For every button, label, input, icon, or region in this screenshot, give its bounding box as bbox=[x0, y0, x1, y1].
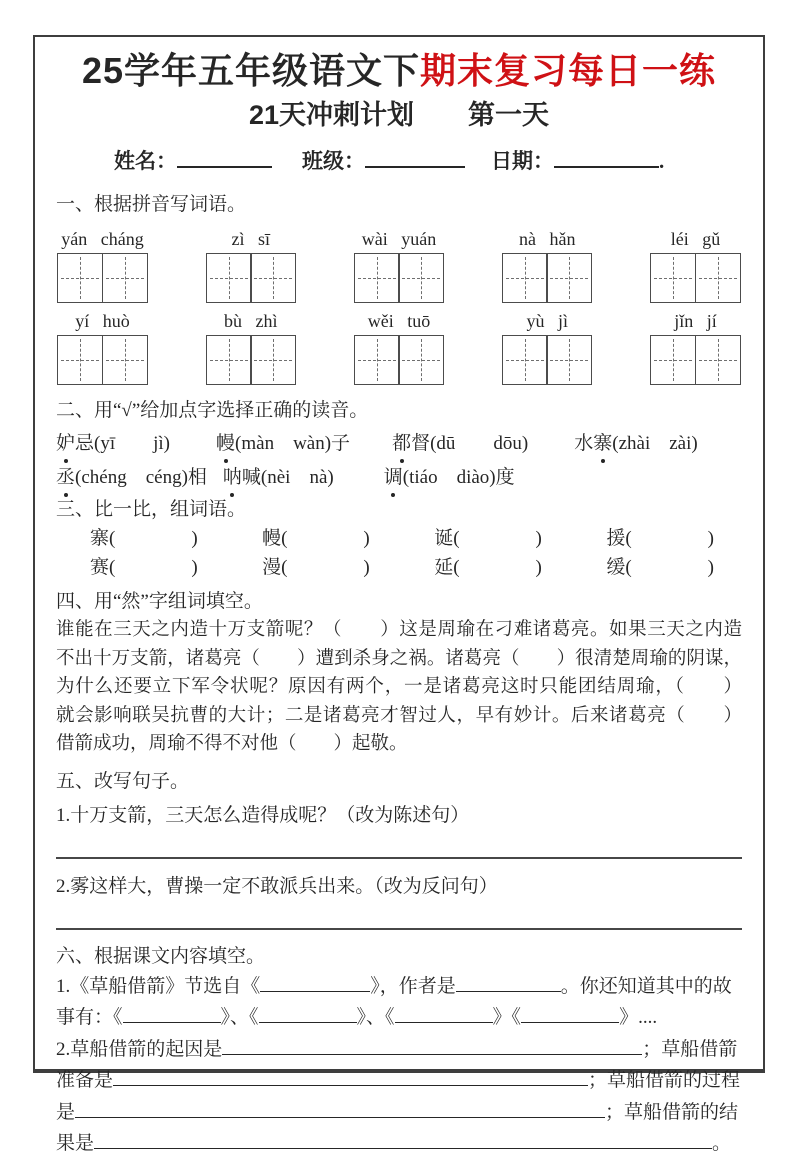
writing-cell bbox=[398, 253, 444, 303]
writing-grid bbox=[57, 253, 147, 303]
writing-grid bbox=[354, 253, 444, 303]
section-3-heading: 三、比一比，组词语。 bbox=[56, 499, 247, 521]
pinyin-label: wěi tuō bbox=[367, 311, 431, 332]
cloze-line-5: 是 ；草船借箭的结 bbox=[56, 1098, 742, 1129]
fill-paragraph-line: 谁能在三天之内造十万支箭呢？（ ）这是周瑜在刁难诸葛亮。如果三天之内造 bbox=[56, 620, 742, 641]
pinyin-word-column bbox=[649, 228, 742, 303]
word-compare-item: 赛( ) bbox=[90, 557, 198, 579]
writing-cell bbox=[398, 335, 444, 385]
writing-grid bbox=[206, 335, 296, 385]
writing-grid bbox=[502, 335, 592, 385]
pinyin-label: léi gǔ bbox=[670, 229, 721, 250]
subtitle: 21天冲刺计划 第一天 bbox=[248, 100, 550, 130]
rewrite-item-1: 1.十万支箭，三天怎么造得成呢？（改为陈述句） bbox=[56, 804, 470, 826]
pinyin-label: yán cháng bbox=[61, 229, 144, 250]
cloze-line-1: 1.《草船借箭》节选自《 》，作者是 。你还知道其中的故 bbox=[56, 972, 742, 1003]
section-3 bbox=[56, 496, 742, 582]
word-compare-item: 缓( ) bbox=[606, 557, 714, 579]
word-compare-item: 延( ) bbox=[434, 557, 542, 579]
fill-paragraph-line: 就会影响联吴抗曹的大计；二是诸葛亮才智过人，早有妙计。后来诸葛亮（ ） bbox=[56, 705, 742, 726]
reading-choice-line-2: 丞(chéng céng)相 呐喊(nèi nà) 调(tiáo diào)度 bbox=[56, 462, 742, 493]
cloze-line-4: 准备是 ；草船借箭的过程 bbox=[56, 1066, 742, 1097]
cloze-line-6: 果是 。 bbox=[56, 1129, 742, 1160]
pinyin-word-column bbox=[649, 310, 742, 385]
writing-cell bbox=[102, 253, 148, 303]
fill-paragraph-line: 借箭成功，周瑜不得不对他（ ）起敬。 bbox=[56, 734, 408, 755]
pinyin-word-column bbox=[501, 310, 594, 385]
writing-grid bbox=[650, 253, 740, 303]
pinyin-label: wài yuán bbox=[361, 229, 437, 250]
writing-cell bbox=[546, 335, 592, 385]
section-2-heading: 二、用“√”给加点字选择正确的读音。 bbox=[56, 400, 369, 422]
writing-cell bbox=[695, 253, 741, 303]
writing-cell bbox=[354, 253, 400, 303]
writing-cell bbox=[57, 253, 103, 303]
word-compare-item: 漫( ) bbox=[262, 557, 370, 579]
writing-cell bbox=[250, 335, 296, 385]
section-4-heading: 四、用“然”字组词填空。 bbox=[56, 591, 263, 613]
writing-cell bbox=[206, 335, 252, 385]
title-highlight: 期末复习每日一练 bbox=[420, 50, 717, 91]
fill-paragraph-line: 不出十万支箭，诸葛亮（ ）遭到杀身之祸。诸葛亮（ ）很清楚周瑜的阴谋， bbox=[56, 648, 742, 669]
pinyin-word-column bbox=[204, 228, 297, 303]
pinyin-label: nà hǎn bbox=[519, 229, 576, 250]
pinyin-grid-row-2 bbox=[56, 310, 742, 385]
cloze-line-3: 2.草船借箭的起因是 ；草船借箭 bbox=[56, 1035, 742, 1066]
reading-choice-line-1: 妒忌(yī jì) 幔(màn wàn)子 都督(dū dōu) 水寨(zhài zài) bbox=[56, 428, 742, 459]
writing-cell bbox=[546, 253, 592, 303]
pinyin-label: yí huò bbox=[75, 311, 130, 332]
pinyin-label: jǐn jí bbox=[674, 311, 717, 332]
answer-line-1 bbox=[56, 857, 742, 859]
word-compare-row-2 bbox=[56, 554, 742, 582]
pinyin-label: zì sī bbox=[231, 229, 270, 250]
writing-cell bbox=[502, 335, 548, 385]
writing-cell bbox=[650, 335, 696, 385]
writing-cell bbox=[650, 253, 696, 303]
writing-cell bbox=[354, 335, 400, 385]
title-main: 25学年五年级语文下 bbox=[81, 50, 421, 91]
section-5 bbox=[56, 768, 742, 930]
writing-grid bbox=[502, 253, 592, 303]
writing-cell bbox=[502, 253, 548, 303]
section-2 bbox=[56, 397, 742, 493]
section-4 bbox=[56, 588, 742, 759]
section-6-heading: 六、根据课文内容填空。 bbox=[56, 945, 266, 967]
worksheet-frame bbox=[33, 35, 765, 1155]
page-title bbox=[56, 50, 742, 92]
writing-grid bbox=[650, 335, 740, 385]
writing-cell bbox=[250, 253, 296, 303]
pinyin-word-column bbox=[501, 228, 594, 303]
writing-cell bbox=[206, 253, 252, 303]
pinyin-word-column bbox=[353, 310, 446, 385]
word-compare-item: 援( ) bbox=[606, 528, 714, 550]
pinyin-word-column bbox=[204, 310, 297, 385]
writing-grid bbox=[57, 335, 147, 385]
pinyin-label: yù jì bbox=[526, 311, 568, 332]
writing-grid bbox=[354, 335, 444, 385]
section-1 bbox=[56, 191, 742, 385]
section-1-heading: 一、根据拼音写词语。 bbox=[56, 194, 247, 216]
rewrite-item-2: 2.雾这样大，曹操一定不敢派兵出来。（改为反问句） bbox=[56, 875, 498, 897]
name-class-date-row: 姓名： 班级： 日期： . bbox=[114, 146, 742, 176]
writing-cell bbox=[57, 335, 103, 385]
section-6 bbox=[56, 943, 742, 1160]
section-5-heading: 五、改写句子。 bbox=[56, 770, 190, 792]
writing-cell bbox=[695, 335, 741, 385]
word-compare-row-1 bbox=[56, 525, 742, 553]
fill-paragraph-line: 为什么还要立下军令状呢？原因有两个，一是诸葛亮这时只能团结周瑜，（ ） bbox=[56, 677, 742, 698]
pinyin-label: bù zhì bbox=[224, 311, 278, 332]
pinyin-word-column bbox=[56, 310, 149, 385]
cloze-line-2: 事有：《 》、《 》、《 》《 》.... bbox=[56, 1003, 742, 1034]
word-compare-item: 幔( ) bbox=[262, 528, 370, 550]
pinyin-word-column bbox=[56, 228, 149, 303]
word-compare-item: 诞( ) bbox=[434, 528, 542, 550]
writing-cell bbox=[102, 335, 148, 385]
writing-grid bbox=[206, 253, 296, 303]
answer-line-2 bbox=[56, 928, 742, 930]
pinyin-grid-row-1 bbox=[56, 228, 742, 303]
word-compare-item: 寨( ) bbox=[90, 528, 198, 550]
pinyin-word-column bbox=[353, 228, 446, 303]
